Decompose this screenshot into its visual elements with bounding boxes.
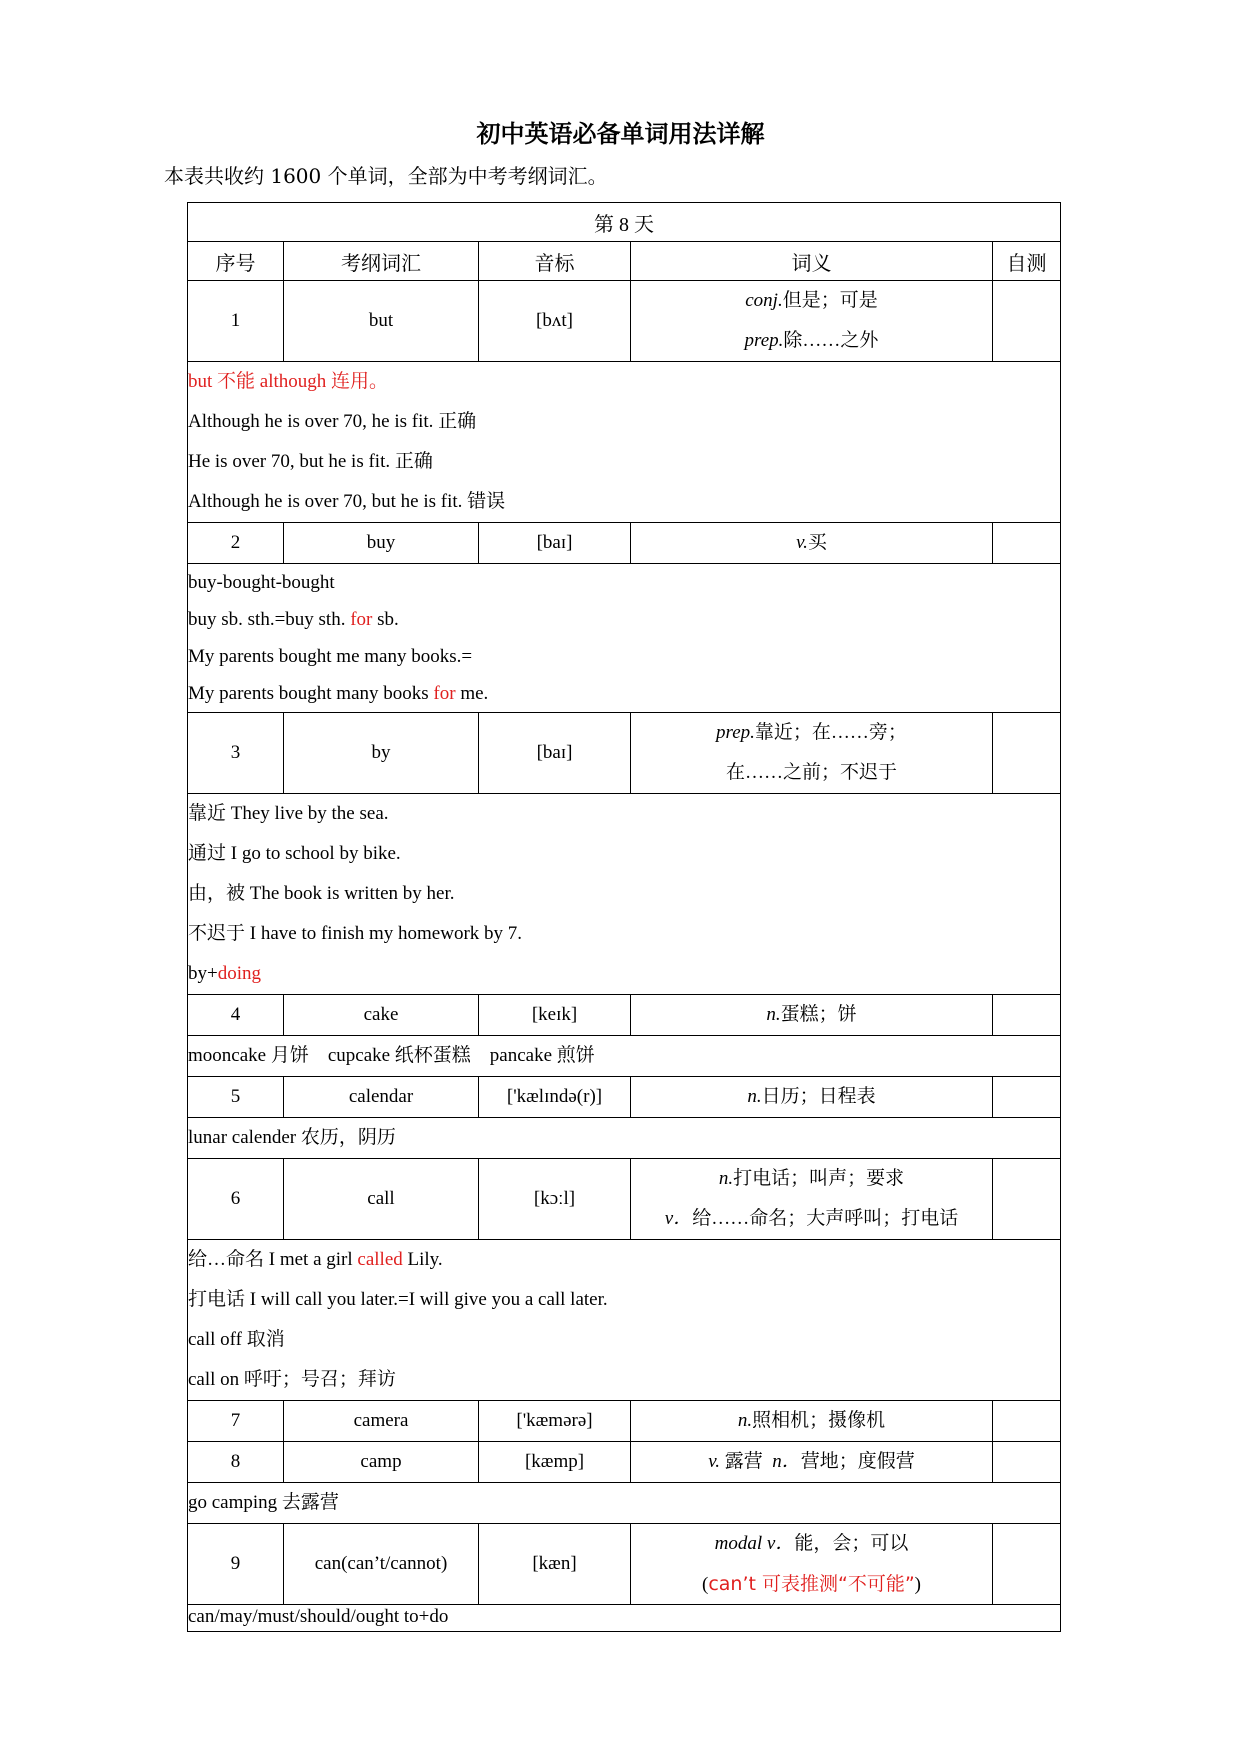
- meaning-text: 打电话；叫声；要求: [733, 1168, 905, 1189]
- entry-word: by: [284, 713, 479, 794]
- meaning-text: 日历；日程表: [761, 1086, 876, 1107]
- entry-number: 7: [188, 1401, 284, 1442]
- meaning-text: 给……命名；大声呼叫；打电话: [692, 1208, 959, 1229]
- usage-note: He is over 70, but he is fit. 正确: [188, 451, 433, 472]
- part-of-speech: n.: [766, 1004, 781, 1025]
- usage-notes-row: [188, 794, 1061, 995]
- entry-phonetic: [baɪ]: [479, 523, 631, 564]
- entry-word: call: [284, 1159, 479, 1240]
- meaning-text: 买: [807, 532, 827, 553]
- usage-note: 给…命名 I met a girl called Lily.: [188, 1249, 443, 1270]
- entry-phonetic: ['kælɪndə(r)]: [479, 1077, 631, 1118]
- entry-word: camera: [284, 1401, 479, 1442]
- entry-number: 8: [188, 1442, 284, 1483]
- entry-word: cake: [284, 995, 479, 1036]
- usage-note: buy sb. sth.=buy sth. for sb.: [188, 609, 399, 630]
- usage-notes-row: [188, 1118, 1061, 1159]
- self-test-cell[interactable]: [993, 995, 1061, 1036]
- entry-meaning: [631, 1077, 993, 1118]
- intro-text: 本表共收约 1600 个单词，全部为中考考纲词汇。: [164, 164, 608, 188]
- entry-number: 4: [188, 995, 284, 1036]
- usage-note: 通过 I go to school by bike.: [188, 843, 401, 864]
- word-row: [188, 281, 1061, 362]
- entry-meaning: [631, 1159, 993, 1240]
- usage-notes-row: [188, 1240, 1061, 1401]
- entry-meaning: modal v．能，会；可以 (can’t 可表推测“不可能”): [631, 1524, 993, 1605]
- usage-note: My parents bought me many books.=: [188, 646, 473, 667]
- usage-note: can/may/must/should/ought to+do: [188, 1606, 449, 1627]
- entry-phonetic: [bʌt]: [479, 281, 631, 362]
- self-test-cell[interactable]: [993, 1159, 1061, 1240]
- usage-notes-row: [188, 564, 1061, 713]
- entry-word: camp: [284, 1442, 479, 1483]
- column-header-meaning: 词义: [631, 242, 993, 281]
- entry-number: 1: [188, 281, 284, 362]
- usage-note: mooncake 月饼 cupcake 纸杯蛋糕 pancake 煎饼: [188, 1045, 595, 1066]
- part-of-speech: n．: [772, 1451, 801, 1472]
- entry-phonetic: ['kæmərə]: [479, 1401, 631, 1442]
- usage-notes: [188, 1240, 1061, 1401]
- word-row: [188, 713, 1061, 794]
- entry-phonetic: [kæmp]: [479, 1442, 631, 1483]
- part-of-speech: prep.: [744, 330, 784, 351]
- usage-notes-row: [188, 362, 1061, 523]
- entry-number: 5: [188, 1077, 284, 1118]
- usage-note: 打电话 I will call you later.=I will give you a call later.: [188, 1289, 608, 1310]
- usage-note: go camping 去露营: [188, 1492, 339, 1513]
- part-of-speech: n.: [737, 1410, 753, 1431]
- entry-number: 9: [188, 1524, 284, 1605]
- self-test-cell[interactable]: [993, 1077, 1061, 1118]
- entry-phonetic: [baɪ]: [479, 713, 631, 794]
- entry-number: 3: [188, 713, 284, 794]
- meaning-text: 靠近；在……旁；: [754, 722, 907, 743]
- usage-note: 由，被 The book is written by her.: [188, 883, 455, 904]
- self-test-cell[interactable]: [993, 713, 1061, 794]
- usage-notes-row: [188, 1605, 1061, 1632]
- entry-word: can(can’t/cannot): [284, 1524, 479, 1605]
- day-header: 第 8 天: [188, 203, 1061, 242]
- self-test-cell[interactable]: [993, 281, 1061, 362]
- usage-note: lunar calender 农历，阴历: [188, 1127, 396, 1148]
- column-header-self-test: 自测: [993, 242, 1061, 281]
- usage-note: Although he is over 70, but he is fit. 错误: [188, 491, 506, 512]
- entry-meaning: [631, 995, 993, 1036]
- meaning-text: 能，会；可以: [794, 1533, 909, 1554]
- part-of-speech: v．: [664, 1208, 693, 1229]
- word-row: [188, 1524, 1061, 1605]
- word-row: [188, 1159, 1061, 1240]
- part-of-speech: n.: [747, 1086, 762, 1107]
- usage-note: by+doing: [188, 963, 261, 984]
- entry-meaning: [631, 1442, 993, 1483]
- meaning-text: 营地；度假营: [800, 1451, 915, 1472]
- entry-meaning: [631, 713, 993, 794]
- self-test-cell[interactable]: [993, 1442, 1061, 1483]
- part-of-speech: n.: [718, 1168, 734, 1189]
- entry-meaning: [631, 523, 993, 564]
- word-row: [188, 1401, 1061, 1442]
- entry-number: 2: [188, 523, 284, 564]
- column-header-phonetic: 音标: [479, 242, 631, 281]
- word-row: [188, 523, 1061, 564]
- word-row: [188, 1442, 1061, 1483]
- usage-notes: [188, 1036, 1061, 1077]
- self-test-cell[interactable]: [993, 1401, 1061, 1442]
- part-of-speech: prep.: [716, 722, 755, 743]
- usage-notes: [188, 1605, 1061, 1632]
- usage-note: call on 呼吁；号召；拜访: [188, 1369, 396, 1390]
- self-test-cell[interactable]: [993, 1524, 1061, 1605]
- entry-word: but: [284, 281, 479, 362]
- usage-notes: [188, 362, 1061, 523]
- meaning-text: 蛋糕；饼: [780, 1004, 857, 1025]
- usage-notes: [188, 794, 1061, 995]
- usage-note: buy-bought-bought: [188, 572, 335, 593]
- part-of-speech: modal v．: [714, 1533, 795, 1554]
- page-title: 初中英语必备单词用法详解: [476, 119, 765, 148]
- column-header-row: [188, 242, 1061, 281]
- entry-phonetic: [kæn]: [479, 1524, 631, 1605]
- self-test-cell[interactable]: [993, 523, 1061, 564]
- entry-phonetic: [kɔːl]: [479, 1159, 631, 1240]
- vocabulary-table: [187, 202, 1061, 1632]
- column-header-word: 考纲词汇: [284, 242, 479, 281]
- meaning-text: 露营: [719, 1451, 773, 1472]
- part-of-speech: conj.: [745, 290, 783, 311]
- word-row: [188, 995, 1061, 1036]
- meaning-text: 在……之前；不迟于: [725, 762, 897, 783]
- usage-note: 靠近 They live by the sea.: [188, 803, 389, 824]
- entry-phonetic: [keɪk]: [479, 995, 631, 1036]
- part-of-speech: v.: [796, 532, 808, 553]
- usage-note: My parents bought many books for me.: [188, 683, 489, 704]
- usage-note: Although he is over 70, he is fit. 正确: [188, 411, 477, 432]
- usage-notes: [188, 1483, 1061, 1524]
- meaning-text: 但是；可是: [782, 290, 878, 311]
- word-row: [188, 1077, 1061, 1118]
- usage-note: call off 取消: [188, 1329, 285, 1350]
- meaning-text: 除……之外: [783, 330, 879, 351]
- entry-word: buy: [284, 523, 479, 564]
- usage-notes: [188, 1118, 1061, 1159]
- entry-word: calendar: [284, 1077, 479, 1118]
- usage-notes-row: [188, 1036, 1061, 1077]
- entry-number: 6: [188, 1159, 284, 1240]
- meaning-text: 照相机；摄像机: [752, 1410, 886, 1431]
- usage-note: but 不能 although 连用。: [188, 371, 389, 392]
- usage-note: 不迟于 I have to finish my homework by 7.: [188, 923, 523, 944]
- inference-note: can’t 可表推测“不可能”: [708, 1573, 915, 1595]
- column-header-number: 序号: [188, 242, 284, 281]
- entry-meaning: [631, 281, 993, 362]
- usage-notes-row: [188, 1483, 1061, 1524]
- part-of-speech: v.: [708, 1451, 720, 1472]
- usage-notes: [188, 564, 1061, 713]
- entry-meaning: [631, 1401, 993, 1442]
